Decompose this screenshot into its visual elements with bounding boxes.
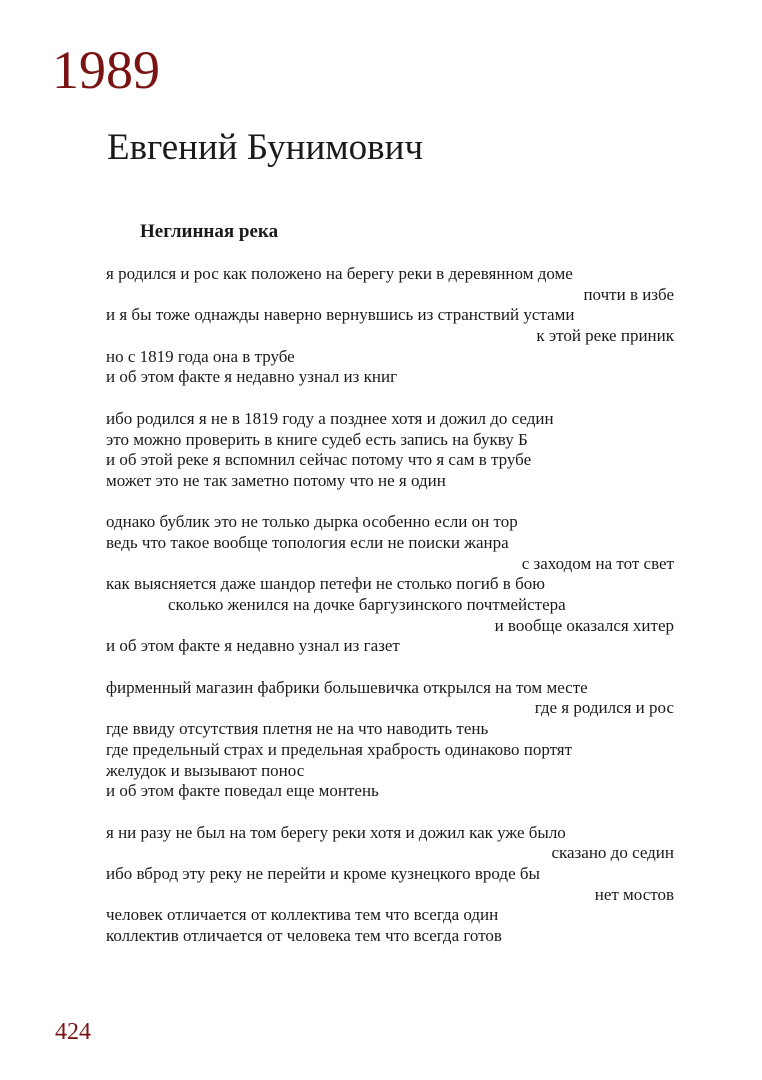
stanza (106, 264, 674, 388)
poem-line: где предельный страх и предельная храбрость одинаково портят (106, 739, 573, 759)
poem-line: и об этой реке я вспомнил сейчас потому что я сам в трубе (106, 450, 532, 470)
poem-line: с заходом на тот свет (521, 553, 674, 573)
poem-line: желудок и вызывают понос (106, 760, 305, 780)
poem-line: и об этом факте я недавно узнал из газет (106, 636, 400, 656)
poem-line: и об этом факте я недавно узнал из книг (106, 367, 398, 387)
poem-line: может это не так заметно потому что не я один (106, 470, 446, 490)
poem-line: ибо родился я не в 1819 году а позднее хотя и дожил до седин (106, 408, 554, 428)
poem-line: сколько женился на дочке баргузинского почтмейстера (168, 595, 566, 614)
stanza (106, 823, 674, 947)
poem-line: почти в избе (583, 284, 674, 304)
poem-line: и вообще оказался хитер (494, 615, 674, 635)
poem-line: где я родился и рос (534, 698, 674, 718)
section-year: 1989 (52, 40, 160, 100)
poem-body (106, 264, 674, 967)
page-number: 424 (55, 1019, 91, 1045)
stanza (106, 678, 674, 802)
poem-line: фирменный магазин фабрики большевичка открылся на том месте (106, 677, 588, 697)
poem-title: Неглинная река (140, 221, 279, 242)
poem-line: к этой реке приник (536, 326, 674, 346)
poem-line: ведь что такое вообще топология если не поиски жанра (106, 532, 509, 552)
stanza (106, 409, 674, 492)
poem-line: это можно проверить в книге судеб есть запись на букву Б (106, 429, 528, 449)
poem-line: человек отличается от коллектива тем что всегда один (106, 905, 499, 925)
poem-line: и об этом факте поведал еще монтень (106, 781, 379, 801)
stanza (106, 512, 674, 657)
poem-line: я родился и рос как положено на берегу реки в деревянном доме (106, 264, 573, 283)
author-name: Евгений Бунимович (107, 127, 424, 168)
poem-line: сказано до седин (551, 843, 674, 863)
poem-line: я ни разу не был на том берегу реки хотя и дожил как уже было (106, 822, 566, 842)
poem-line: и я бы тоже однажды наверно вернувшись из странствий устами (106, 305, 575, 325)
poem-line: нет мостов (594, 884, 674, 904)
poem-line: ибо вброд эту реку не перейти и кроме кузнецкого вроде бы (106, 863, 540, 883)
poem-line: как выясняется даже шандор петефи не столько погиб в бою (106, 574, 545, 594)
poem-line: но с 1819 года она в трубе (106, 346, 295, 366)
poem-line: где ввиду отсутствия плетня не на что наводить тень (106, 719, 489, 739)
poem-line: однако бублик это не только дырка особенно если он тор (106, 512, 518, 532)
poem-line: коллектив отличается от человека тем что всегда готов (106, 926, 502, 945)
